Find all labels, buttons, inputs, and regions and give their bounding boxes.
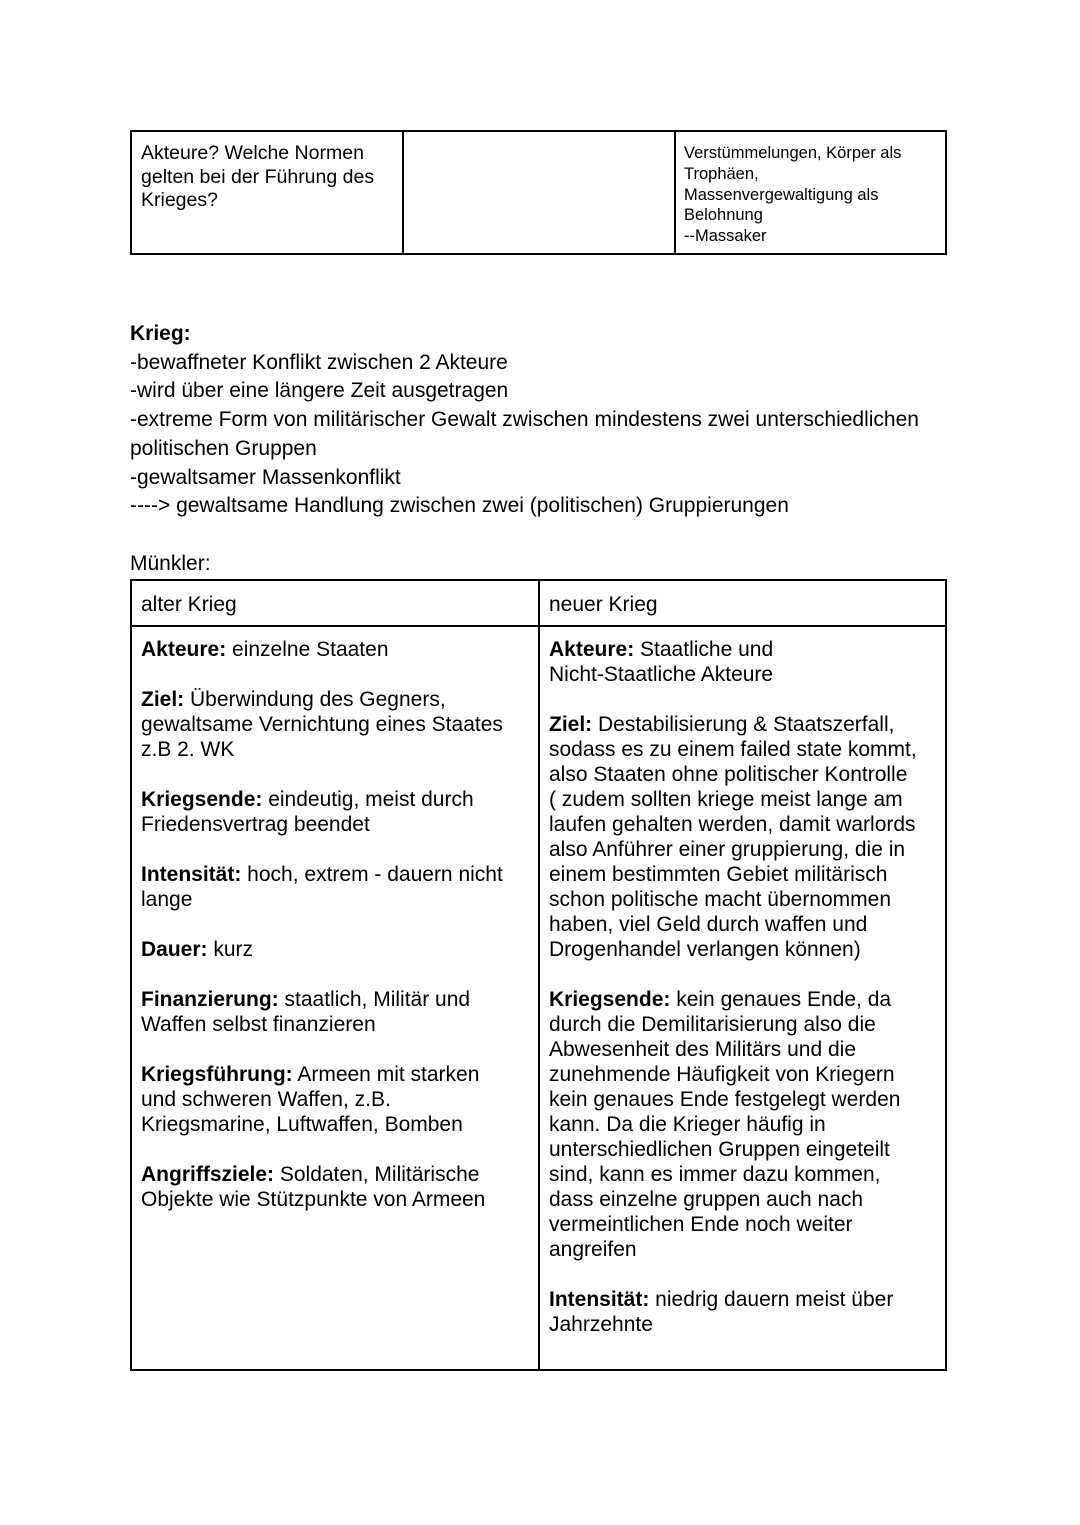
criterion-line (141, 787, 529, 812)
criterion-line (141, 987, 529, 1012)
criterion-label: Dauer: (141, 938, 208, 961)
criterion-text: einzelne Staaten (226, 638, 389, 661)
krieg-line: -extreme Form von militärischer Gewalt zwischen mindestens zwei unterschiedlichen (130, 408, 919, 432)
criterion-line (549, 712, 936, 737)
criterion-line: schon politische macht übernommen (549, 888, 892, 911)
criterion-label: Akteure: (141, 638, 227, 661)
criterion-line: also Staaten ohne politischer Kontrolle (549, 763, 908, 786)
krieg-line: -wird über eine längere Zeit ausgetragen (130, 379, 509, 403)
top-table-cell-empty (404, 132, 676, 253)
header-alter-krieg: alter Krieg (132, 581, 540, 625)
criterion-line (141, 1062, 529, 1087)
criterion-line (141, 862, 529, 887)
criterion-line (141, 937, 529, 962)
criterion-line: Waffen selbst finanzieren (141, 1013, 376, 1036)
text-line: Krieges? (141, 189, 218, 211)
criterion-paragraph (141, 937, 529, 962)
criterion-line (141, 1162, 529, 1187)
criterion-paragraph (549, 637, 936, 687)
criterion-label: Ziel: (141, 688, 185, 711)
comparison-table-header (132, 581, 945, 627)
criterion-label: Ziel: (549, 713, 593, 736)
text-line: Trophäen, (684, 164, 759, 183)
text-line: --Massaker (684, 227, 767, 246)
criterion-line: kann. Da die Krieger häufig in (549, 1113, 826, 1136)
text-line: Massenvergewaltigung als (684, 185, 879, 204)
criterion-line (141, 637, 529, 662)
criterion-paragraph (141, 987, 529, 1037)
criterion-line: vermeintlichen Ende noch weiter (549, 1213, 853, 1236)
criterion-text: Armeen mit starken (292, 1063, 480, 1086)
criterion-line (549, 637, 936, 662)
text-line: Verstümmelungen, Körper als (684, 144, 902, 162)
criterion-label: Kriegsende: (141, 788, 263, 811)
top-table-cell-answer (676, 132, 945, 253)
top-table (130, 130, 947, 255)
criterion-paragraph (549, 712, 936, 962)
criterion-line: z.B 2. WK (141, 738, 235, 761)
criterion-label: Kriegsende: (549, 988, 671, 1011)
criterion-line: Kriegsmarine, Luftwaffen, Bomben (141, 1113, 463, 1136)
criterion-text: niedrig dauern meist über (649, 1288, 894, 1311)
criterion-line: einem bestimmten Gebiet militärisch (549, 863, 888, 886)
criterion-paragraph (549, 987, 936, 1262)
criterion-line: haben, viel Geld durch waffen und (549, 913, 868, 936)
criterion-text: eindeutig, meist durch (262, 788, 474, 811)
criterion-line: Objekte wie Stützpunkte von Armeen (141, 1188, 486, 1211)
criterion-line: Drogenhandel verlangen können) (549, 938, 861, 961)
header-neuer-krieg: neuer Krieg (549, 593, 658, 616)
criterion-text: Destabilisierung & Staatszerfall, (592, 713, 895, 736)
top-table-cell-question (132, 132, 404, 253)
criterion-line: Abwesenheit des Militärs und die (549, 1038, 857, 1061)
krieg-line: politischen Gruppen (130, 436, 317, 460)
criterion-line: durch die Demilitarisierung also die (549, 1013, 876, 1036)
criterion-paragraph (549, 1287, 936, 1337)
criterion-text: kein genaues Ende, da (670, 988, 892, 1011)
criterion-line: Nicht-Staatliche Akteure (549, 663, 774, 686)
criterion-line: dass einzelne gruppen auch nach (549, 1188, 864, 1211)
criterion-label: Angriffsziele: (141, 1163, 275, 1186)
criterion-paragraph (141, 637, 529, 662)
krieg-line: ----> gewaltsame Handlung zwischen zwei (politischen) Gruppierungen (130, 494, 789, 518)
criterion-line: gewaltsame Vernichtung eines Staates (141, 713, 503, 736)
comparison-table-body (132, 627, 945, 1369)
criterion-text: Überwindung des Gegners, (184, 688, 446, 711)
muenkler-heading: Münkler: (130, 552, 211, 575)
criterion-label: Intensität: (549, 1288, 650, 1311)
criterion-line: Jahrzehnte (549, 1313, 653, 1336)
criterion-paragraph (141, 1062, 529, 1137)
text-line: gelten bei der Führung des (141, 165, 375, 188)
criterion-paragraph (141, 787, 529, 837)
criterion-line: lange (141, 888, 193, 911)
criterion-line: ( zudem sollten kriege meist lange am (549, 788, 903, 811)
criterion-line: laufen gehalten werden, damit warlords (549, 813, 916, 836)
criterion-line: Friedensvertrag beendet (141, 813, 370, 836)
criterion-line: zunehmende Häufigkeit von Kriegern (549, 1063, 895, 1086)
criterion-text: staatlich, Militär und (278, 988, 471, 1011)
criterion-line: kein genaues Ende festgelegt werden (549, 1088, 901, 1111)
criterion-paragraph (141, 687, 529, 762)
text-line: Akteure? Welche Normen (141, 142, 364, 164)
criterion-line: angreifen (549, 1238, 637, 1261)
krieg-title: Krieg: (130, 322, 191, 345)
criterion-label: Kriegsführung: (141, 1063, 293, 1086)
krieg-definition (130, 320, 960, 521)
krieg-line: -gewaltsamer Massenkonflikt (130, 465, 401, 489)
criterion-text: kurz (207, 938, 254, 961)
criterion-line: und schweren Waffen, z.B. (141, 1088, 391, 1111)
criterion-paragraph (141, 1162, 529, 1212)
criterion-line: also Anführer einer gruppierung, die in (549, 838, 906, 861)
criterion-text: Soldaten, Militärische (274, 1163, 480, 1186)
criterion-line (549, 1287, 936, 1312)
neuer-krieg-column (540, 627, 945, 1369)
comparison-table (130, 579, 947, 1371)
criterion-paragraph (141, 862, 529, 912)
criterion-line (141, 687, 529, 712)
criterion-label: Akteure: (549, 638, 635, 661)
criterion-line: unterschiedlichen Gruppen eingeteilt (549, 1138, 890, 1161)
criterion-text: Staatliche und (634, 638, 774, 661)
criterion-label: Finanzierung: (141, 988, 279, 1011)
text-line: Belohnung (684, 206, 763, 225)
criterion-line (549, 987, 936, 1012)
krieg-line: -bewaffneter Konflikt zwischen 2 Akteure (130, 350, 508, 374)
criterion-line: sodass es zu einem failed state kommt, (549, 738, 917, 761)
criterion-label: Intensität: (141, 863, 242, 886)
criterion-line: sind, kann es immer dazu kommen, (549, 1163, 881, 1186)
alter-krieg-column (132, 627, 540, 1369)
criterion-text: hoch, extrem - dauern nicht (241, 863, 503, 886)
